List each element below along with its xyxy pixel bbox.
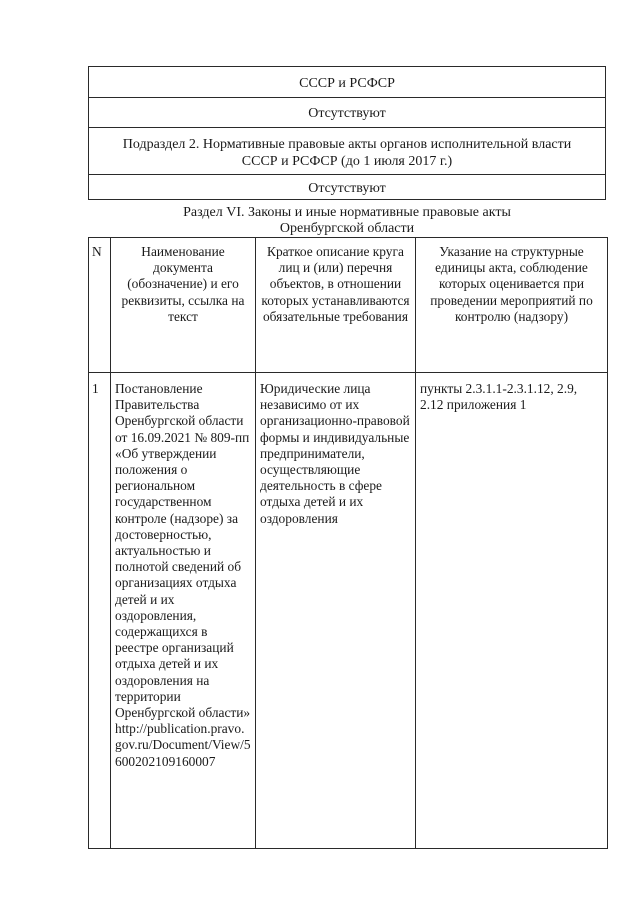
subsection-2-line1: Подраздел 2. Нормативные правовые акты органов исполнительной власти (122, 137, 572, 152)
table-header-row (89, 238, 608, 373)
requirements-table (88, 237, 608, 849)
row-absent-2: Отсутствуют (308, 181, 386, 196)
top-block (88, 66, 606, 200)
header-units: Указание на структурные единицы акта, соблюдение которых оценивается при проведении мероприятий по контролю (надзору) (416, 238, 608, 373)
divider (89, 97, 605, 98)
table-row (89, 373, 608, 849)
row-ussr-rsfsr: СССР и РСФСР (299, 76, 395, 91)
section-heading-line2: Оренбургской области (279, 221, 415, 236)
header-subjects: Краткое описание круга лиц и (или) перечня объектов, в отношении которых устанавливаются обязательные требования (256, 238, 416, 373)
cell-number: 1 (89, 373, 111, 849)
divider (89, 174, 605, 175)
row-absent-1: Отсутствуют (308, 106, 386, 121)
section-heading-line1: Раздел VI. Законы и иные нормативные правовые акты (183, 205, 511, 220)
cell-document: Постановление Правительства Оренбургской области от 16.09.2021 № 809-пп «Об утверждении положения о региональном государственном контроле (надзоре) за достоверностью, актуальностью и полнотой сведений об организациях отдыха детей и их оздоровления, содержащихся в реестре организаций отдыха детей и их оздоровления на территории Оренбургской области» http://publication.pravo.gov.ru/Document/View/5600202109160007 (111, 373, 256, 849)
cell-subjects: Юридические лица независимо от их организационно-правовой формы и индивидуальные предприниматели, осуществляющие деятельность в сфере отдыха детей и их оздоровления (256, 373, 416, 849)
subsection-2-line2: СССР и РСФСР (до 1 июля 2017 г.) (241, 154, 453, 169)
cell-units: пункты 2.3.1.1-2.3.1.12, 2.9, 2.12 приложения 1 (416, 373, 608, 849)
header-number: N (89, 238, 111, 373)
divider (89, 127, 605, 128)
header-document: Наименование документа (обозначение) и его реквизиты, ссылка на текст (111, 238, 256, 373)
